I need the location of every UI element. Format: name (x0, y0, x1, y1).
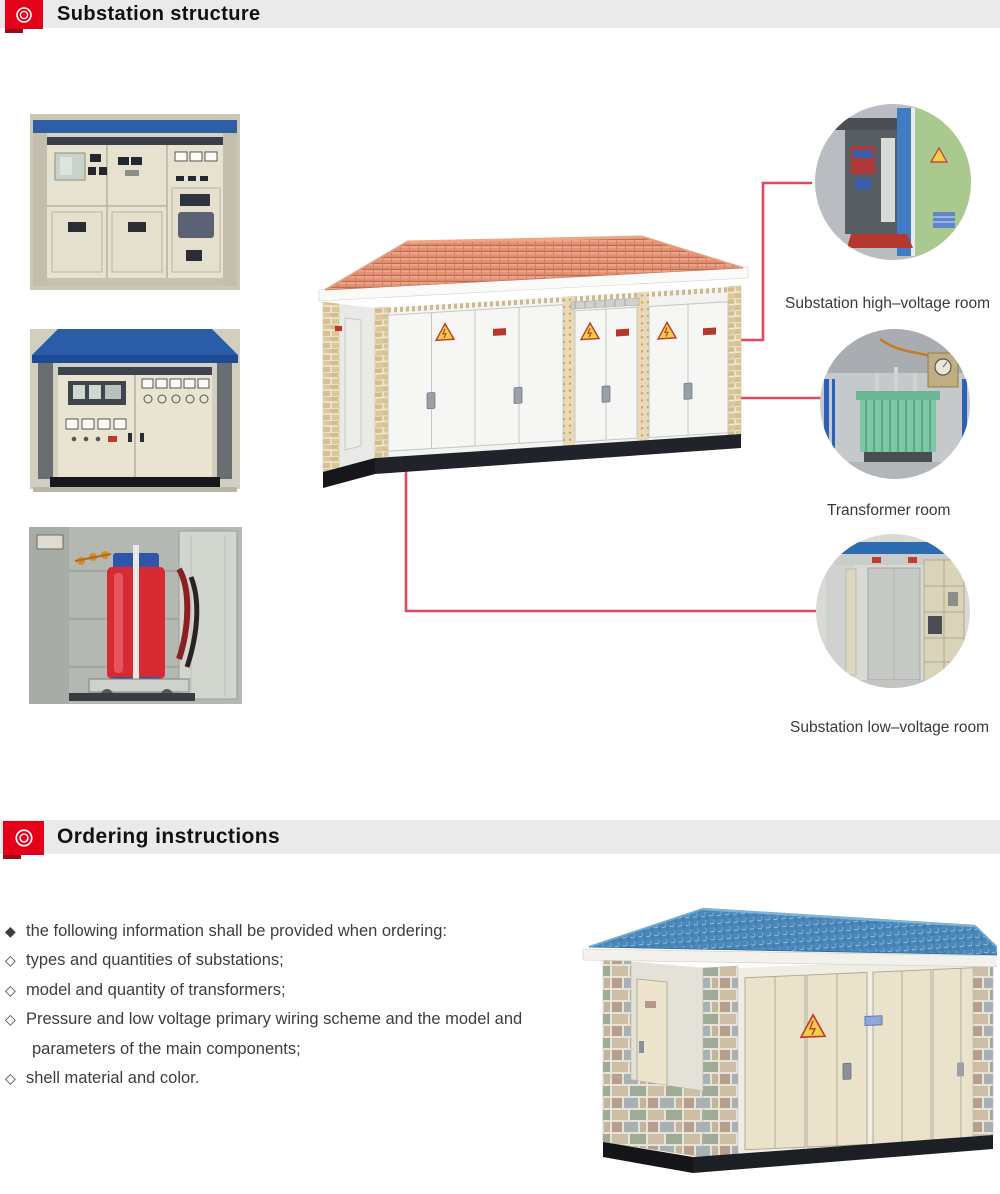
label-high-voltage-room: Substation high–voltage room (785, 295, 991, 312)
bullet-open-diamond: ◇ (5, 981, 16, 998)
door-handle (843, 1063, 851, 1079)
stone-corner-pillar (703, 966, 738, 1157)
list-item: ◇ model and quantity of transformers; (5, 976, 645, 1005)
section-title: Substation structure (57, 3, 261, 25)
marker-fold (3, 855, 21, 859)
section-title: Ordering instructions (57, 825, 281, 848)
door-handle (602, 386, 610, 402)
door-handle (957, 1062, 964, 1076)
door-handle (514, 387, 522, 403)
section-marker (3, 821, 44, 855)
bullet-open-diamond: ◇ (5, 1069, 16, 1086)
door-label (703, 327, 716, 335)
list-item: ◇ Pressure and low voltage primary wiring scheme and the model and (5, 1005, 645, 1034)
door-label (865, 1016, 882, 1026)
door-handle (427, 392, 435, 408)
door-label (616, 329, 629, 337)
ordering-instructions-list (5, 917, 645, 1093)
label-transformer-room: Transformer room (827, 502, 951, 519)
photo-transformer-room (820, 329, 970, 479)
substation-building-blue-roof (575, 893, 997, 1193)
list-item-continuation: parameters of the main components; (32, 1039, 301, 1058)
concentric-circles-icon (13, 827, 35, 849)
bullet-open-diamond: ◇ (5, 1011, 16, 1028)
list-item: ◇ shell material and color. (5, 1064, 645, 1093)
stone-corner-pillar (973, 957, 993, 1136)
front-wall (375, 286, 741, 459)
blue-tile-roof (589, 909, 997, 955)
photo-low-voltage-room (816, 534, 970, 688)
side-door (345, 318, 361, 450)
label-low-voltage-room: Substation low–voltage room (790, 719, 990, 736)
bullet-filled-diamond: ◆ (5, 923, 16, 939)
front-doors (745, 967, 989, 1154)
photo-high-voltage-room (815, 104, 971, 260)
substation-building-illustration (315, 228, 750, 488)
door-handle (684, 383, 692, 399)
list-item: ◆ the following information shall be provided when ordering: (5, 917, 645, 946)
bullet-open-diamond: ◇ (5, 952, 16, 969)
door-label (493, 328, 506, 336)
list-item: ◇ types and quantities of substations; (5, 946, 645, 975)
